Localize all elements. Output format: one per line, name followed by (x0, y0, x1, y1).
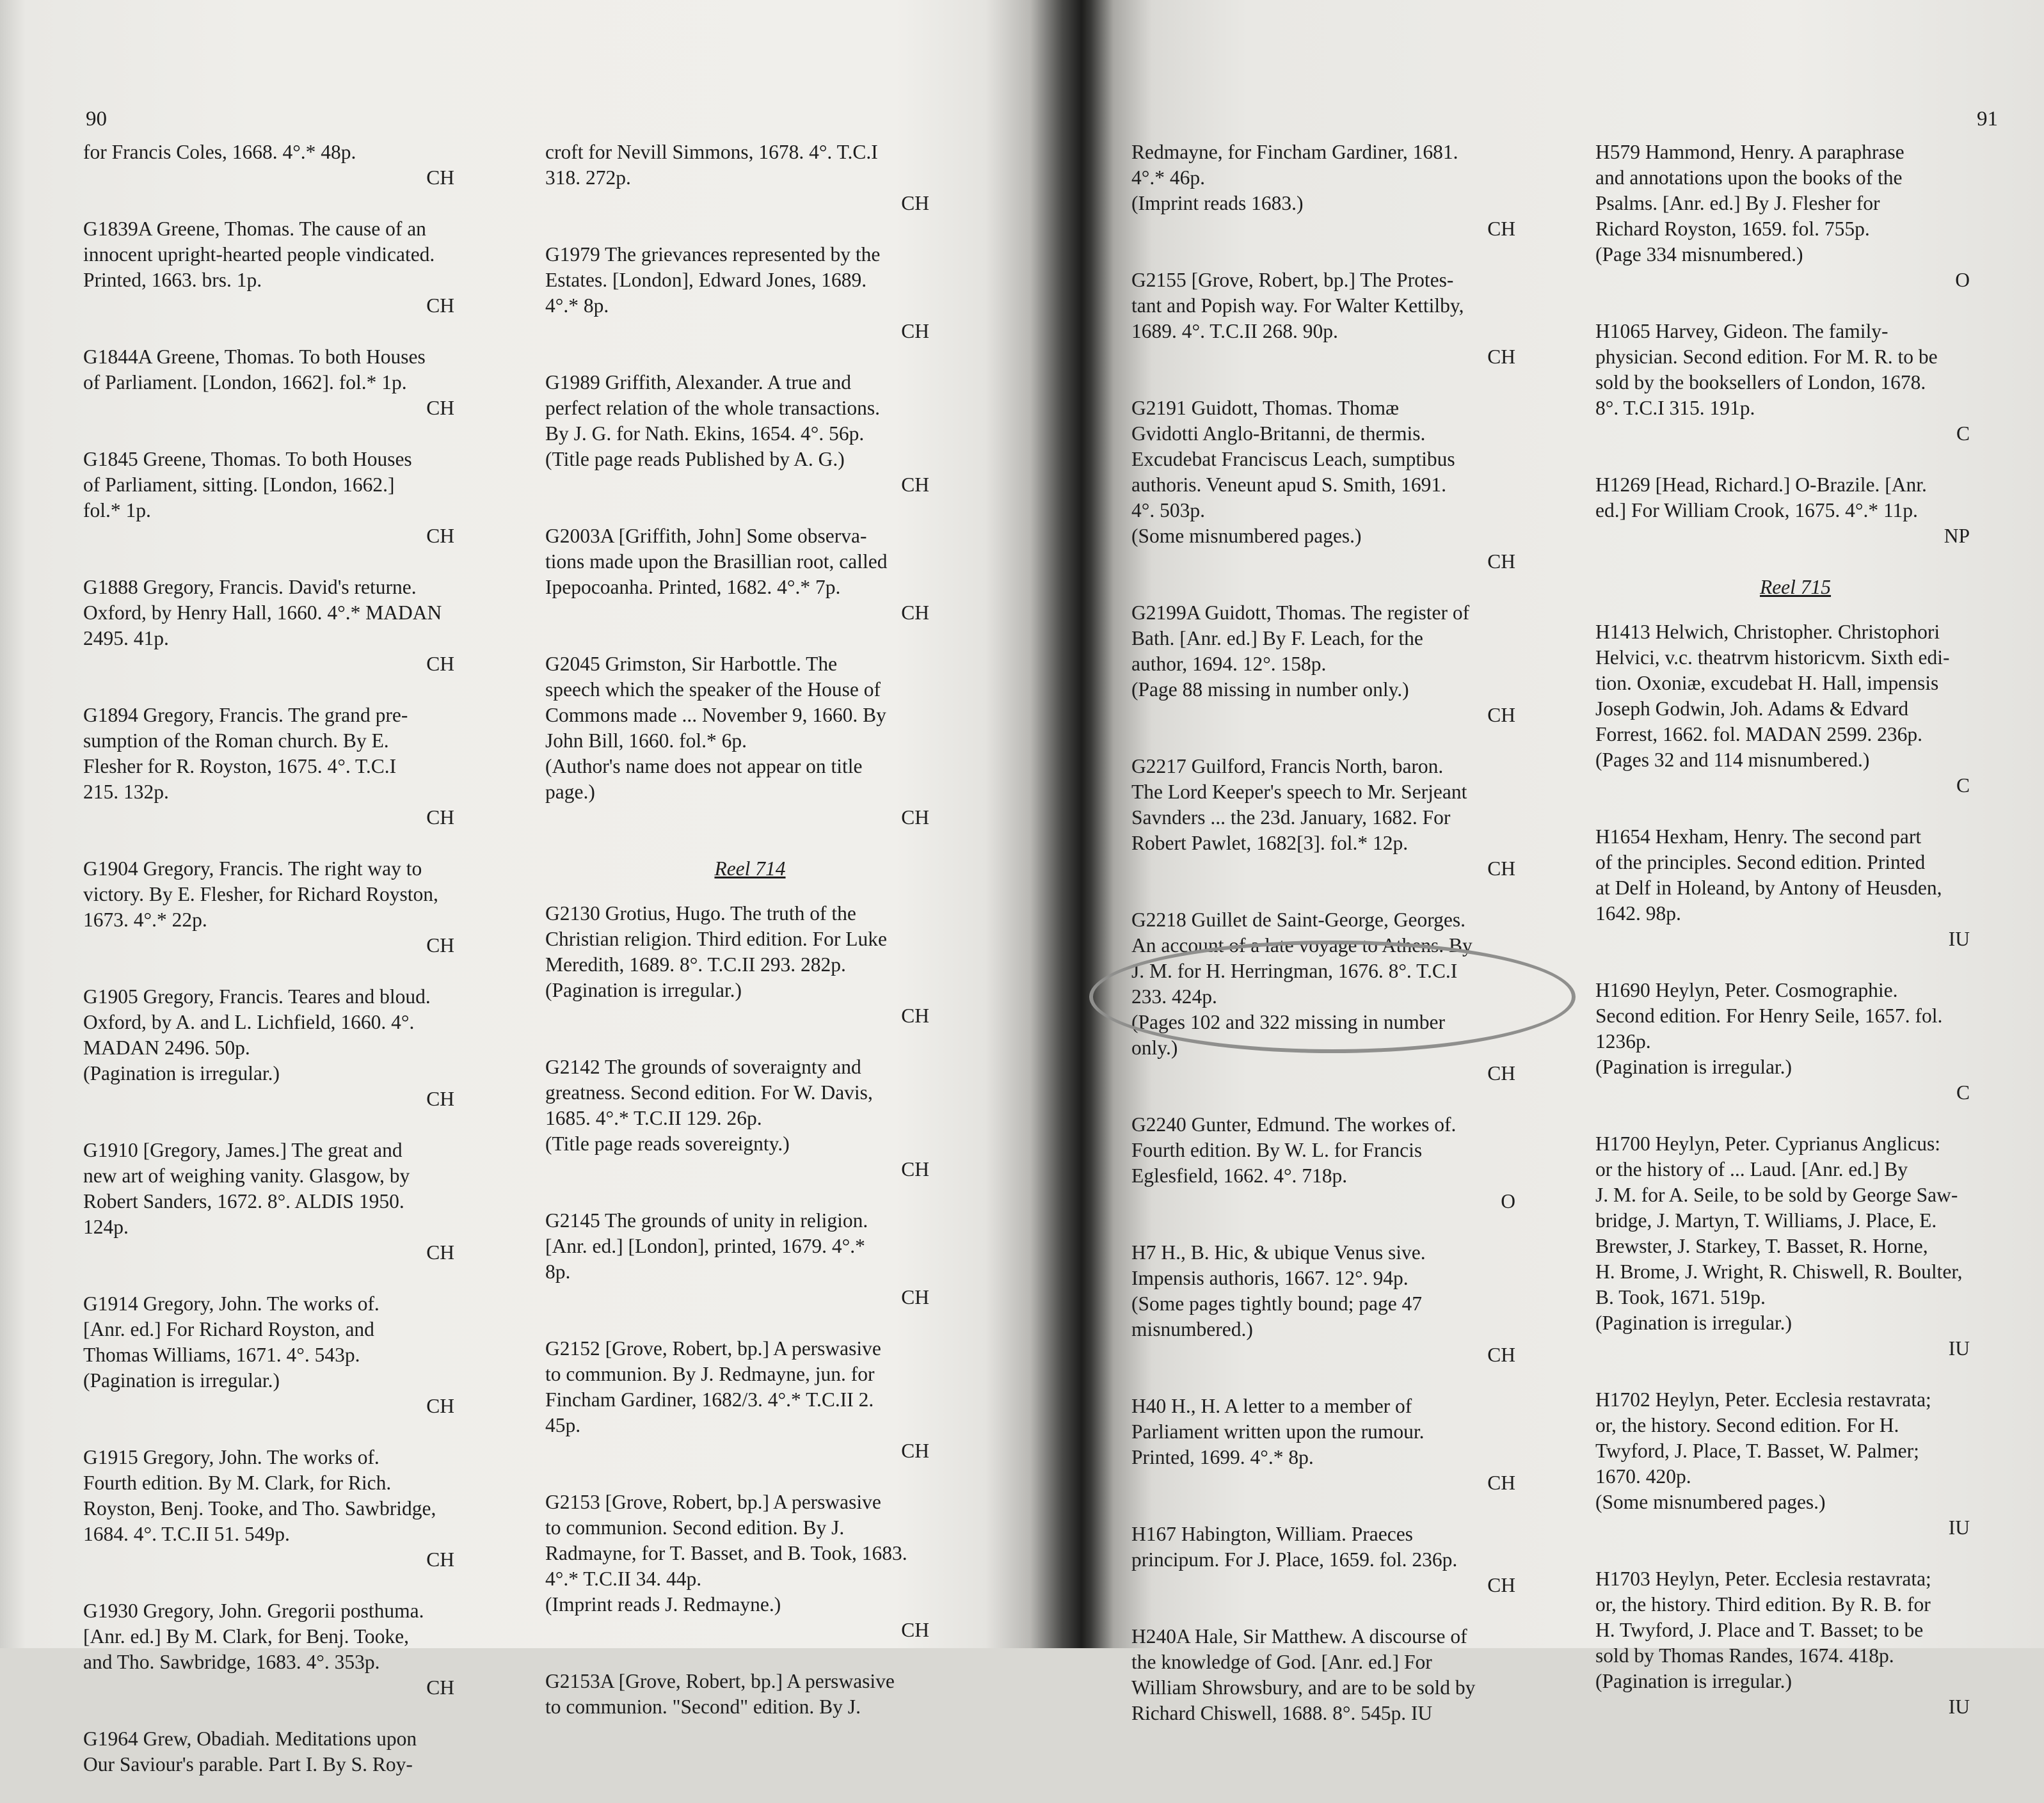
location-code: CH (1487, 1574, 1515, 1596)
entry-line: Savnders ... the 23d. January, 1682. For (1131, 806, 1451, 829)
location-code: CH (426, 1241, 454, 1264)
entry-line: [Anr. ed.] For Richard Royston, and (83, 1318, 374, 1340)
entry-line: (Imprint reads J. Redmayne.) (545, 1593, 781, 1616)
entry-line: Flesher for R. Royston, 1675. 4°. T.C.I (83, 755, 397, 777)
entry-line: Christian religion. Third edition. For Luke (545, 928, 887, 950)
entry-line: misnumbered.) (1131, 1318, 1253, 1340)
entry-line: of Parliament, sitting. [London, 1662.] (83, 473, 395, 496)
catalog-entry (1131, 1394, 1541, 1496)
entry-line: G1915 Gregory, John. The works of. (83, 1446, 379, 1468)
location-code: NP (1944, 525, 1970, 547)
catalog-entry (545, 370, 955, 498)
location-code: IU (1948, 1337, 1970, 1360)
entry-line: John Bill, 1660. fol.* 6p. (545, 729, 747, 752)
location-code: O (1501, 1190, 1515, 1212)
entry-line: 4°.* 46p. (1131, 166, 1205, 189)
location-line (83, 395, 480, 421)
location-code: C (1956, 1081, 1970, 1104)
entry-line: the knowledge of God. [Anr. ed.] For (1131, 1651, 1432, 1673)
entry-line: The Lord Keeper's speech to Mr. Serjeant (1131, 781, 1467, 803)
entry-line: J. M. for A. Seile, to be sold by George Saw- (1595, 1184, 1958, 1206)
entry-line: 124p. (83, 1216, 129, 1238)
entry-line: G1844A Greene, Thomas. To both Houses (83, 346, 426, 368)
entry-line: physician. Second edition. For M. R. to be (1595, 346, 1938, 368)
location-line (83, 1394, 480, 1419)
entry-line: authoris. Veneunt apud S. Smith, 1691. (1131, 473, 1447, 496)
location-code: CH (1487, 857, 1515, 880)
catalog-entry (1595, 1131, 1995, 1362)
entry-line: (Page 88 missing in number only.) (1131, 678, 1409, 701)
location-line (545, 472, 955, 498)
entry-line: Commons made ... November 9, 1660. By (545, 704, 886, 726)
location-line (545, 1617, 955, 1643)
location-code: CH (426, 1676, 454, 1699)
catalog-entry (83, 344, 480, 421)
location-line (545, 1157, 955, 1182)
entry-line: tion. Oxoniæ, excudebat H. Hall, impensis (1595, 672, 1939, 694)
location-code: CH (901, 1619, 929, 1641)
location-line (545, 1438, 955, 1464)
location-line (545, 319, 955, 344)
entry-line: 8°. T.C.I 315. 191p. (1595, 397, 1755, 419)
entry-line: Bath. [Anr. ed.] By F. Leach, for the (1131, 627, 1423, 649)
catalog-entry (1595, 619, 1995, 798)
entry-line: H1654 Hexham, Henry. The second part (1595, 825, 1922, 848)
entry-line: (Imprint reads 1683.) (1131, 192, 1304, 214)
location-line (1131, 1189, 1541, 1214)
catalog-entry (545, 1208, 955, 1310)
location-line (1595, 1694, 1995, 1720)
entry-line: (Pagination is irregular.) (1595, 1312, 1792, 1334)
entry-line: Eglesfield, 1662. 4°. 718p. (1131, 1164, 1348, 1187)
location-line (1131, 1573, 1541, 1598)
entry-line: H1413 Helwich, Christopher. Christophori (1595, 621, 1940, 643)
entry-line: (Some pages tightly bound; page 47 (1131, 1292, 1423, 1315)
entry-line: G1894 Gregory, Francis. The grand pre- (83, 704, 408, 726)
location-line (545, 1003, 955, 1029)
entry-line: principum. For J. Place, 1659. fol. 236p. (1131, 1548, 1458, 1571)
catalog-entry (83, 1138, 480, 1266)
catalog-entry (83, 1598, 480, 1701)
entry-line: Meredith, 1689. 8°. T.C.II 293. 282p. (545, 953, 846, 976)
entry-line: G1989 Griffith, Alexander. A true and (545, 371, 851, 393)
catalog-entry (1595, 1387, 1995, 1541)
entry-line: Excudebat Franciscus Leach, sumptibus (1131, 448, 1455, 470)
entry-line: 4°. 503p. (1131, 499, 1205, 521)
location-line (1595, 1336, 1995, 1362)
location-code: CH (901, 320, 929, 342)
entry-line: (Title page reads sovereignty.) (545, 1132, 790, 1155)
entry-line: to communion. By J. Redmayne, jun. for (545, 1363, 875, 1385)
catalog-entry (83, 575, 480, 677)
location-code: CH (901, 1005, 929, 1027)
entry-line: croft for Nevill Simmons, 1678. 4°. T.C.I (545, 141, 878, 163)
entry-line: greatness. Second edition. For W. Davis, (545, 1081, 873, 1104)
entry-line: G2130 Grotius, Hugo. The truth of the (545, 902, 856, 925)
entry-line: G1888 Gregory, Francis. David's returne. (83, 576, 417, 598)
location-code: CH (901, 806, 929, 829)
location-code: CH (901, 601, 929, 624)
entry-line: H. Brome, J. Wright, R. Chiswell, R. Boulter, (1595, 1260, 1963, 1283)
location-code: CH (1487, 218, 1515, 240)
entry-line: 1689. 4°. T.C.II 268. 90p. (1131, 320, 1338, 342)
entry-line: (Pagination is irregular.) (83, 1369, 280, 1392)
catalog-entry (1595, 824, 1995, 952)
entry-line: Royston, Benj. Tooke, and Tho. Sawbridge, (83, 1497, 436, 1520)
entry-line: H1703 Heylyn, Peter. Ecclesia restavrata; (1595, 1568, 1931, 1590)
entry-line: 318. 272p. (545, 166, 631, 189)
entry-line: Helvici, v.c. theatrvm historicvm. Sixth edi- (1595, 646, 1950, 669)
entry-line: H. Twyford, J. Place and T. Basset; to be (1595, 1619, 1924, 1641)
entry-line: H1690 Heylyn, Peter. Cosmographie. (1595, 979, 1898, 1001)
catalog-entry (1131, 600, 1541, 728)
catalog-entry (1131, 267, 1541, 370)
entry-line: J. M. for H. Herringman, 1676. 8°. T.C.I (1131, 960, 1458, 982)
entry-line: 1684. 4°. T.C.II 51. 549p. (83, 1523, 290, 1545)
entry-line: Impensis authoris, 1667. 12°. 94p. (1131, 1267, 1409, 1289)
catalog-entry (83, 447, 480, 549)
entry-line: sold by the booksellers of London, 1678. (1595, 371, 1926, 393)
entry-line: G2155 [Grove, Robert, bp.] The Protes- (1131, 269, 1454, 291)
location-line (1131, 703, 1541, 728)
entry-line: Estates. [London], Edward Jones, 1689. (545, 269, 867, 291)
location-line (1595, 267, 1995, 293)
catalog-entry (1131, 1240, 1541, 1368)
entry-line: 4°.* T.C.II 34. 44p. (545, 1568, 702, 1590)
location-code: CH (1487, 704, 1515, 726)
entry-line: G2045 Grimston, Sir Harbottle. The (545, 653, 838, 675)
catalog-entry (1131, 1112, 1541, 1214)
catalog-entry (545, 1489, 955, 1643)
catalog-entry (83, 1726, 480, 1777)
catalog-entry (1131, 395, 1541, 575)
location-line (1595, 926, 1995, 952)
location-line (1131, 216, 1541, 242)
location-code: C (1956, 422, 1970, 445)
entry-line: H167 Habington, William. Praeces (1131, 1523, 1413, 1545)
catalog-entry (1131, 754, 1541, 882)
catalog-entry (83, 216, 480, 319)
location-code: CH (1487, 1344, 1515, 1366)
entry-line: Fourth edition. By W. L. for Francis (1131, 1139, 1423, 1161)
entry-line: Printed, 1699. 4°.* 8p. (1131, 1446, 1314, 1468)
entry-line: G1914 Gregory, John. The works of. (83, 1292, 379, 1315)
entry-line: H1700 Heylyn, Peter. Cyprianus Anglicus: (1595, 1132, 1940, 1155)
entry-line: Fincham Gardiner, 1682/3. 4°.* T.C.II 2. (545, 1388, 874, 1411)
location-line (1131, 344, 1541, 370)
entry-line: Brewster, J. Starkey, T. Basset, R. Horne, (1595, 1235, 1928, 1257)
catalog-entry (1595, 139, 1995, 293)
location-line (1131, 1342, 1541, 1368)
entry-line: Joseph Godwin, Joh. Adams & Edvard (1595, 697, 1909, 720)
entry-line: Robert Sanders, 1672. 8°. ALDIS 1950. (83, 1190, 404, 1212)
entry-line: or the history of ... Laud. [Anr. ed.] By (1595, 1158, 1908, 1180)
location-line (1595, 1515, 1995, 1541)
entry-line: innocent upright-hearted people vindicated. (83, 243, 435, 266)
catalog-entry (83, 984, 480, 1112)
entry-line: G2003A [Griffith, John] Some observa- (545, 525, 867, 547)
entry-line: (Pagination is irregular.) (1595, 1670, 1792, 1692)
catalog-entry (545, 651, 955, 830)
entry-line: (Some misnumbered pages.) (1131, 525, 1362, 547)
entry-line: MADAN 2496. 50p. (83, 1037, 250, 1059)
entry-line: Twyford, J. Place, T. Basset, W. Palmer; (1595, 1440, 1919, 1462)
entry-line: H579 Hammond, Henry. A paraphrase (1595, 141, 1904, 163)
catalog-entry (545, 901, 955, 1029)
entry-line: (Pages 32 and 114 misnumbered.) (1595, 749, 1870, 771)
entry-line: Oxford, by Henry Hall, 1660. 4°.* MADAN (83, 601, 442, 624)
entry-line: G1905 Gregory, Francis. Teares and bloud. (83, 985, 431, 1008)
entry-line: to communion. Second edition. By J. (545, 1516, 845, 1539)
catalog-entry (545, 1336, 955, 1464)
entry-line: 1670. 420p. (1595, 1465, 1691, 1488)
catalog-entry (1131, 907, 1541, 1086)
location-code: CH (426, 397, 454, 419)
entry-line: G1930 Gregory, John. Gregorii posthuma. (83, 1600, 424, 1622)
location-code: CH (426, 294, 454, 317)
location-code: IU (1948, 1696, 1970, 1718)
entry-line: H1065 Harvey, Gideon. The family- (1595, 320, 1888, 342)
location-line (83, 165, 480, 191)
location-code: CH (1487, 346, 1515, 368)
location-line (83, 805, 480, 830)
entry-line: (Some misnumbered pages.) (1595, 1491, 1826, 1513)
entry-line: (Page 334 misnumbered.) (1595, 243, 1803, 266)
location-code: CH (426, 1088, 454, 1110)
page-number-right: 91 (1977, 107, 1998, 131)
entry-line: (Pagination is irregular.) (1595, 1056, 1792, 1078)
entry-line: new art of weighing vanity. Glasgow, by (83, 1164, 410, 1187)
entry-line: (Pagination is irregular.) (83, 1062, 280, 1084)
entry-line: Thomas Williams, 1671. 4°. 543p. (83, 1344, 360, 1366)
location-line (83, 1547, 480, 1573)
location-line (1131, 549, 1541, 575)
entry-line: bridge, J. Martyn, T. Williams, J. Place, E. (1595, 1209, 1937, 1232)
column-4 (1595, 139, 1995, 1745)
catalog-entry (83, 856, 480, 958)
entry-line: G2153A [Grove, Robert, bp.] A perswasive (545, 1670, 895, 1692)
entry-line: or, the history. Third edition. By R. B. for (1595, 1593, 1931, 1616)
location-line (545, 191, 955, 216)
location-code: CH (426, 934, 454, 957)
location-line (545, 600, 955, 626)
entry-line: G1904 Gregory, Francis. The right way to (83, 857, 422, 880)
location-code: CH (426, 1395, 454, 1417)
entry-line: 45p. (545, 1414, 581, 1436)
entry-line: author, 1694. 12°. 158p. (1131, 653, 1327, 675)
entry-line: G2217 Guilford, Francis North, baron. (1131, 755, 1444, 777)
entry-line: 215. 132p. (83, 781, 169, 803)
entry-line: of Parliament. [London, 1662]. fol.* 1p. (83, 371, 407, 393)
entry-line: Forrest, 1662. fol. MADAN 2599. 236p. (1595, 723, 1922, 745)
entry-line: (Title page reads Published by A. G.) (545, 448, 845, 470)
catalog-entry (83, 703, 480, 830)
entry-line: Oxford, by A. and L. Lichfield, 1660. 4°. (83, 1011, 415, 1033)
entry-line: H1702 Heylyn, Peter. Ecclesia restavrata; (1595, 1388, 1931, 1411)
entry-line: Richard Chiswell, 1688. 8°. 545p. IU (1131, 1702, 1433, 1724)
location-code: CH (901, 1158, 929, 1180)
entry-line: Psalms. [Anr. ed.] By J. Flesher for (1595, 192, 1880, 214)
column-1 (83, 139, 480, 1803)
entry-line: [Anr. ed.] By M. Clark, for Benj. Tooke, (83, 1625, 410, 1648)
location-code: CH (426, 525, 454, 547)
catalog-entry (545, 242, 955, 344)
location-line (545, 805, 955, 830)
entry-line: By J. G. for Nath. Ekins, 1654. 4°. 56p. (545, 422, 865, 445)
reel-heading: Reel 715 (1759, 576, 1832, 598)
entry-line: victory. By E. Flesher, for Richard Royston, (83, 883, 438, 905)
catalog-entry (545, 1669, 955, 1720)
catalog-entry (1131, 139, 1541, 242)
entry-line: fol.* 1p. (83, 499, 151, 521)
page-number-left: 90 (86, 107, 107, 131)
entry-line: (Pages 102 and 322 missing in number (1131, 1011, 1445, 1033)
entry-line: Fourth edition. By M. Clark, for Rich. (83, 1472, 392, 1494)
catalog-entry (1131, 1624, 1541, 1726)
entry-line: H1269 [Head, Richard.] O-Brazile. [Anr. (1595, 473, 1927, 496)
entry-line: for Francis Coles, 1668. 4°.* 48p. (83, 141, 356, 163)
entry-line: Printed, 1663. brs. 1p. (83, 269, 262, 291)
location-code: CH (901, 1440, 929, 1462)
entry-line: H240A Hale, Sir Matthew. A discourse of (1131, 1625, 1467, 1648)
catalog-entry (545, 523, 955, 626)
entry-line: G1845 Greene, Thomas. To both Houses (83, 448, 412, 470)
entry-line: perfect relation of the whole transactions. (545, 397, 881, 419)
catalog-entry (83, 1291, 480, 1419)
location-line (83, 1240, 480, 1266)
entry-line: G2240 Gunter, Edmund. The workes of. (1131, 1113, 1457, 1136)
location-code: CH (901, 473, 929, 496)
entry-line: Parliament written upon the rumour. (1131, 1420, 1425, 1443)
entry-line: (Pagination is irregular.) (545, 979, 742, 1001)
entry-line: G1839A Greene, Thomas. The cause of an (83, 218, 426, 240)
entry-line: sumption of the Roman church. By E. (83, 729, 389, 752)
entry-line: 2495. 41p. (83, 627, 169, 649)
entry-line: G2191 Guidott, Thomas. Thomæ (1131, 397, 1399, 419)
location-code: CH (426, 1548, 454, 1571)
entry-line: Radmayne, for T. Basset, and B. Took, 1683. (545, 1542, 907, 1564)
entry-line: sold by Thomas Randes, 1674. 418p. (1595, 1644, 1894, 1667)
entry-line: only.) (1131, 1037, 1178, 1059)
entry-line: 8p. (545, 1260, 571, 1283)
location-line (1131, 1061, 1541, 1086)
column-3 (1131, 139, 1541, 1752)
entry-line: to communion. "Second" edition. By J. (545, 1696, 861, 1718)
entry-line: tant and Popish way. For Walter Kettilby, (1131, 294, 1464, 317)
entry-line: G2199A Guidott, Thomas. The register of (1131, 601, 1470, 624)
catalog-entry (545, 1054, 955, 1182)
entry-line: G1964 Grew, Obadiah. Meditations upon (83, 1728, 417, 1750)
entry-line: Our Saviour's parable. Part I. By S. Roy- (83, 1753, 413, 1775)
catalog-entry (1595, 978, 1995, 1106)
entry-line: [Anr. ed.] [London], printed, 1679. 4°.* (545, 1235, 865, 1257)
location-line (83, 1675, 480, 1701)
location-line (83, 933, 480, 958)
entry-line: 1685. 4°.* T.C.II 129. 26p. (545, 1107, 762, 1129)
location-line (1131, 1470, 1541, 1496)
catalog-entry (1595, 472, 1995, 549)
location-line (83, 293, 480, 319)
location-code: CH (1487, 550, 1515, 573)
location-line (1131, 856, 1541, 882)
entry-line: G2152 [Grove, Robert, bp.] A perswasive (545, 1337, 881, 1360)
entry-line: and Tho. Sawbridge, 1683. 4°. 353p. (83, 1651, 380, 1673)
entry-line: tions made upon the Brasillian root, called (545, 550, 888, 573)
location-line (83, 523, 480, 549)
location-code: CH (901, 192, 929, 214)
entry-line: William Shrowsbury, and are to be sold by (1131, 1676, 1476, 1699)
location-line (1595, 773, 1995, 798)
entry-line: H40 H., H. A letter to a member of (1131, 1395, 1412, 1417)
catalog-entry (1595, 1566, 1995, 1720)
location-code: O (1955, 269, 1970, 291)
location-code: CH (1487, 1472, 1515, 1494)
entry-line: G2142 The grounds of soveraignty and (545, 1056, 861, 1078)
entry-line: and annotations upon the books of the (1595, 166, 1903, 189)
column-2 (545, 139, 955, 1745)
entry-line: at Delf in Holeand, by Antony of Heusden, (1595, 877, 1942, 899)
location-code: CH (426, 166, 454, 189)
location-code: CH (426, 806, 454, 829)
location-line (1595, 1080, 1995, 1106)
entry-line: Redmayne, for Fincham Gardiner, 1681. (1131, 141, 1458, 163)
entry-line: G2153 [Grove, Robert, bp.] A perswasive (545, 1491, 881, 1513)
catalog-entry (545, 139, 955, 216)
entry-line: 1673. 4°.* 22p. (83, 909, 207, 931)
location-code: CH (1487, 1062, 1515, 1084)
entry-line: or, the history. Second edition. For H. (1595, 1414, 1899, 1436)
reel-heading: Reel 714 (714, 857, 786, 880)
entry-line: Second edition. For Henry Seile, 1657. fol. (1595, 1005, 1943, 1027)
entry-line: Gvidotti Anglo-Britanni, de thermis. (1131, 422, 1426, 445)
entry-line: G1979 The grievances represented by the (545, 243, 881, 266)
location-code: IU (1948, 928, 1970, 950)
entry-line: speech which the speaker of the House of (545, 678, 881, 701)
entry-line: B. Took, 1671. 519p. (1595, 1286, 1766, 1308)
entry-line: 1236p. (1595, 1030, 1651, 1052)
entry-line: An account of a late voyage to Athens. By (1131, 934, 1473, 957)
catalog-entry (83, 1445, 480, 1573)
entry-line: of the principles. Second edition. Printed (1595, 851, 1926, 873)
entry-line: Richard Royston, 1659. fol. 755p. (1595, 218, 1870, 240)
location-line (83, 1086, 480, 1112)
entry-line: G1910 [Gregory, James.] The great and (83, 1139, 403, 1161)
location-code: CH (901, 1286, 929, 1308)
location-code: IU (1948, 1516, 1970, 1539)
location-line (83, 651, 480, 677)
entry-line: H7 H., B. Hic, & ubique Venus sive. (1131, 1241, 1426, 1264)
entry-line: Robert Pawlet, 1682[3]. fol.* 12p. (1131, 832, 1409, 854)
entry-line: G2145 The grounds of unity in religion. (545, 1209, 868, 1232)
entry-line: (Author's name does not appear on title (545, 755, 863, 777)
entry-line: 233. 424p. (1131, 985, 1217, 1008)
catalog-entry (1131, 1521, 1541, 1598)
location-line (545, 1285, 955, 1310)
entry-line: 1642. 98p. (1595, 902, 1681, 925)
catalog-entry (1595, 319, 1995, 447)
location-line (1595, 421, 1995, 447)
location-code: C (1956, 774, 1970, 797)
location-code: CH (426, 653, 454, 675)
entry-line: 4°.* 8p. (545, 294, 609, 317)
location-line (1595, 523, 1995, 549)
entry-line: Ipepocoanha. Printed, 1682. 4°.* 7p. (545, 576, 841, 598)
entry-line: page.) (545, 781, 595, 803)
entry-line: ed.] For William Crook, 1675. 4°.* 11p. (1595, 499, 1918, 521)
catalog-entry (83, 139, 480, 191)
entry-line: G2218 Guillet de Saint-George, Georges. (1131, 909, 1465, 931)
